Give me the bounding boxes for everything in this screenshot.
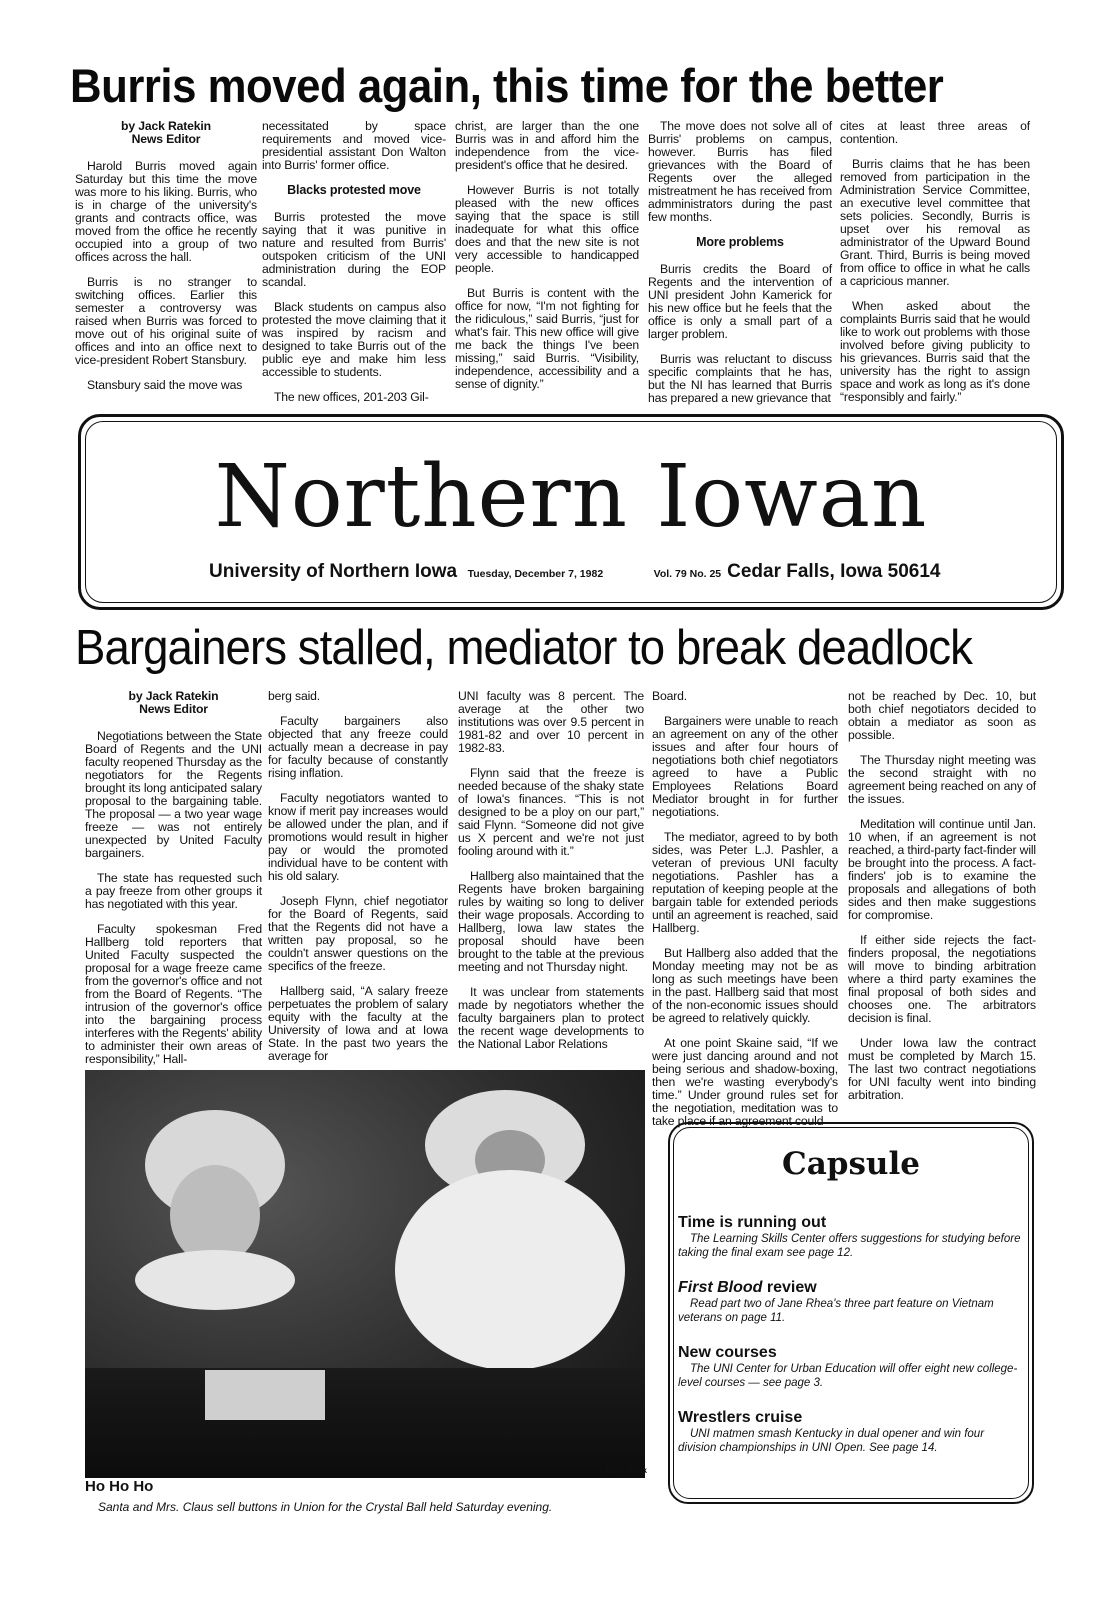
capsule-item-title [678, 1214, 1023, 1232]
capsule-title: Capsule [782, 1146, 920, 1182]
author-name: by Jack Ratekin [121, 119, 211, 133]
paragraph: The move does not solve all of Burris' problems on campus, however. Burris has filed grievances with the Board of Regents over the alleged mistreatment he has received from admministrators during the past few months. [648, 119, 832, 224]
byline [85, 690, 262, 716]
paragraph: Faculty spokesman Fred Hallberg told reporters that United Faculty suspected the proposal for a wage freeze came from the governor's office and not from the Board of Regents. “The intrusion of the governor's office into the bargaining process interferes with the Regents' ability to administer their own areas of responsibility,” Hall- [85, 922, 262, 1066]
university-name: University of Northern Iowa [209, 561, 458, 582]
paragraph: Faculty negotiators wanted to know if merit pay increases would be allowed under the plan, and if promotions would result in higher pay or would the promoted individual have to be content with his old salary. [268, 791, 448, 883]
paragraph: When asked about the complaints Burris said that he would like to work out problems with those involved before giving publicity to his grievances. Burris said that the university has the right to assign space and work as long as it's done “responsibly and fairly.” [840, 299, 1030, 404]
paragraph: Burris is no stranger to switching offices. Earlier this semester a controversy was raised when Burris was forced to move out of his original suite of offices and into an office next to vice-president Robert Stansbury. [75, 275, 257, 367]
paragraph: Stansbury said the move was [87, 378, 243, 392]
collar-shape [135, 1250, 295, 1310]
paragraph: Hallberg said, “A salary freeze perpetuates the problem of salary equity with the faculty at the University of Iowa and at Iowa State. In the past two years the average for [268, 984, 448, 1063]
masthead-info [209, 561, 940, 583]
location: Cedar Falls, Iowa 50614 [727, 561, 941, 582]
santa-photo [85, 1070, 645, 1478]
article-column [648, 120, 832, 417]
paragraph: not be reached by Dec. 10, but both chief negotiators decided to obtain a mediator as soon as possible. [848, 689, 1036, 742]
capsule-item-title [678, 1279, 1023, 1297]
masthead [78, 414, 1064, 610]
newspaper-title: Northern Iowan [214, 447, 928, 547]
byline [75, 120, 257, 146]
paragraph: Under Iowa law the contract must be completed by March 15. The last two contract negotiations for UNI faculty went into binding arbitration. [848, 1036, 1036, 1102]
capsule-item-title-text: New courses [678, 1344, 777, 1361]
paragraph: The new offices, 201-203 Gil- [274, 390, 429, 404]
paragraph: But Burris is content with the office for now, “I'm not fighting for the ridiculous,” said Burris, “just for what's fair. This new office will give me back the things I've been missing,” said Burris. “Visibility, independence, accessibility and a sense of dignity.” [455, 286, 639, 391]
article-column [268, 690, 448, 1075]
paragraph: Bargainers were unable to reach an agreement on any of the other issues and after four hours of negotiations both chief negotiators agreed to have a Public Employees Relations Board Mediator brought in for further negotiations. [652, 714, 838, 819]
capsule-item-title-text: Wrestlers cruise [678, 1409, 803, 1426]
paragraph: Board. [652, 689, 688, 703]
capsule-item [678, 1344, 1023, 1390]
paragraph: Black students on campus also protested the move claiming that it was inspired by racism and designed to take Burris out of the public eye and make him less accessible to students. [262, 300, 446, 379]
capsule-item [678, 1279, 1023, 1325]
author-title: News Editor [139, 702, 208, 716]
paragraph: christ, are larger than the one Burris was in and afford him the independence from the vice-president's office that he desired. [455, 119, 639, 172]
article-column [262, 120, 446, 416]
capsule-item-title-text: Time is running out [678, 1214, 827, 1231]
article-headline: Bargainers stalled, mediator to break deadlock [75, 621, 972, 675]
photo-caption: Santa and Mrs. Claus sell buttons in Union for the Crystal Ball held Saturday evening. [98, 1500, 553, 1514]
article-column [840, 120, 1030, 416]
capsule-item [678, 1214, 1023, 1260]
paragraph: Flynn said that the freeze is needed because of the shaky state of Iowa's finances. “This is not designed to be a ploy on our part,” said Flynn. “Someone did not give us X percent and we're not just fooling around with it.” [458, 766, 644, 858]
capsule-item [678, 1409, 1023, 1455]
capsule-item-title [678, 1409, 1023, 1427]
paragraph: Burris credits the Board of Regents and the intervention of UNI president John Kamerick for his new office but he feels that the office is only a small part of a larger problem. [648, 262, 832, 341]
capsule-item-title [678, 1344, 1023, 1362]
paragraph: Burris protested the move saying that it was punitive in nature and resulted from Burris' outspoken criticism of the UNI administration during the EOP scandal. [262, 210, 446, 289]
article-column [85, 690, 262, 1078]
article-column [75, 120, 257, 404]
capsule-item-description: UNI matmen smash Kentucky in dual opener and win four division championships in UNI Open. See page 14. [678, 1428, 985, 1454]
paragraph: Hallberg also maintained that the Regents have broken bargaining rules by waiting so long to deliver their wage proposals. According to Hallberg, Iowa law states the proposal should have been brought to the table at the previous meeting and not Thursday night. [458, 869, 644, 974]
paragraph: If either side rejects the fact-finders proposal, the negotiations will move to binding arbitration where a third party examines the final proposal of both sides and chooses one. The arbitrators decision is final. [848, 933, 1036, 1025]
paragraph: Faculty bargainers also objected that any freeze could actually mean a decrease in pay for faculty because of constantly rising inflation. [268, 714, 448, 780]
paragraph: UNI faculty was 8 percent. The average at the other two institutions was over 9.5 percent in 1981-82 and over 10 percent in 1982-83. [458, 689, 644, 755]
capsule-item-title-text: review [762, 1279, 817, 1296]
paragraph: However Burris is not totally pleased with the new offices saying that the space is still inadequate for what this office does and that the new site is not very accessible to handicapped people. [455, 183, 639, 275]
article-column [455, 120, 639, 403]
subheading: More problems [696, 235, 784, 249]
paragraph: Meditation will continue until Jan. 10 when, if an agreement is not reached, a third-party fact-finder will be brought into the process. A fact-finders' job is to examine the proposals and allegations of both sides and then make suggestions for compromise. [848, 817, 1036, 922]
paragraph: berg said. [268, 689, 321, 703]
paragraph: But Hallberg also added that the Monday meeting may not be as long as such meetings have been in the past. Hallberg said that most of the non-economic issues should be agreed to relatively quickly. [652, 946, 838, 1025]
paragraph: Harold Burris moved again Saturday but this time the move was more to his liking. Burris, who is in charge of the university's grants and contracts office, was moved from the office he recently occupied into a group of two offices across the hall. [75, 159, 257, 264]
capsule-item-description: The UNI Center for Urban Education will offer eight new college-level courses — see page 3. [678, 1363, 1018, 1389]
paragraph: It was unclear from statements made by negotiators whether the faculty bargainers plan to protect the recent wage developments to the National Labor Relations [458, 985, 644, 1051]
table-shape [85, 1368, 645, 1478]
paragraph: The mediator, agreed to by both sides, was Peter L.J. Pashler, a veteran of previous UNI faculty negotiations. Pashler has a reputation of keeping people at the bargain table for extended periods until an agreement is reached, said Hallberg. [652, 830, 838, 935]
paragraph: Joseph Flynn, chief negotiator for the Board of Regents, said that the Regents did not have a written pay proposal, so he couldn't answer questions on the specifics of the freeze. [268, 894, 448, 973]
capsule-item-description: The Learning Skills Center offers suggestions for studying before taking the final exam see page 12. [678, 1233, 1021, 1259]
santa-beard [395, 1170, 625, 1370]
issue-date: Tuesday, December 7, 1982 [467, 568, 604, 580]
paragraph: Burris claims that he has been removed from participation in the Administration Service Committee, an executive level committee that sets policies. Secondly, Burris is upset over his removal as administrator of the Upward Bound Grant. Third, Burris is being moved from office to office in what he calls a capricious manner. [840, 157, 1030, 288]
author-title: News Editor [131, 132, 201, 146]
photo-caption-title: Ho Ho Ho [85, 1478, 154, 1495]
paragraph: necessitated by space requirements and moved vice-presidential assistant Don Walton into Burris' former office. [262, 119, 446, 172]
capsule-item-title-italic: First Blood [678, 1279, 763, 1296]
article-column [458, 690, 644, 1063]
article-headline: Burris moved again, this time for the better [70, 59, 944, 112]
paragraph: Burris was reluctant to discuss specific complaints that he has, but the NI has learned that Burris has prepared a new grievance that [648, 352, 832, 405]
paragraph: Negotiations between the State Board of Regents and the UNI faculty reopened Thursday as the negotiators for the Regents brought its long anticipated salary proposal to the bargaining table. The proposal — a two year wage freeze — was not entirely unexpected by United Faculty bargainers. [85, 729, 262, 860]
article-column [848, 690, 1036, 1114]
volume-number: Vol. 79 No. 25 [653, 568, 722, 580]
article-column [652, 690, 838, 1140]
paragraph: cites at least three areas of contention. [840, 119, 1030, 146]
paragraph: The state has requested such a pay freeze from other groups it has negotiated with this year. [85, 871, 262, 911]
author-name: by Jack Ratekin [128, 689, 219, 703]
paragraph: At one point Skaine said, “If we were just dancing around and not being serious and shadow-boxing, then we're wasting everybody's time.” Under ground rules set for the negotiation, meditation was to take place if an agreement could [652, 1036, 838, 1128]
capsule-item-description: Read part two of Jane Rhea's three part feature on Vietnam veterans on page 11. [678, 1298, 994, 1324]
photo-credit: Dorn Cook [606, 1466, 647, 1475]
subheading: Blacks protested move [287, 183, 421, 197]
cash-box [205, 1370, 325, 1420]
capsule-box [668, 1122, 1034, 1504]
paragraph: The Thursday night meeting was the second straight with no agreement being reached on any of the issues. [848, 753, 1036, 806]
